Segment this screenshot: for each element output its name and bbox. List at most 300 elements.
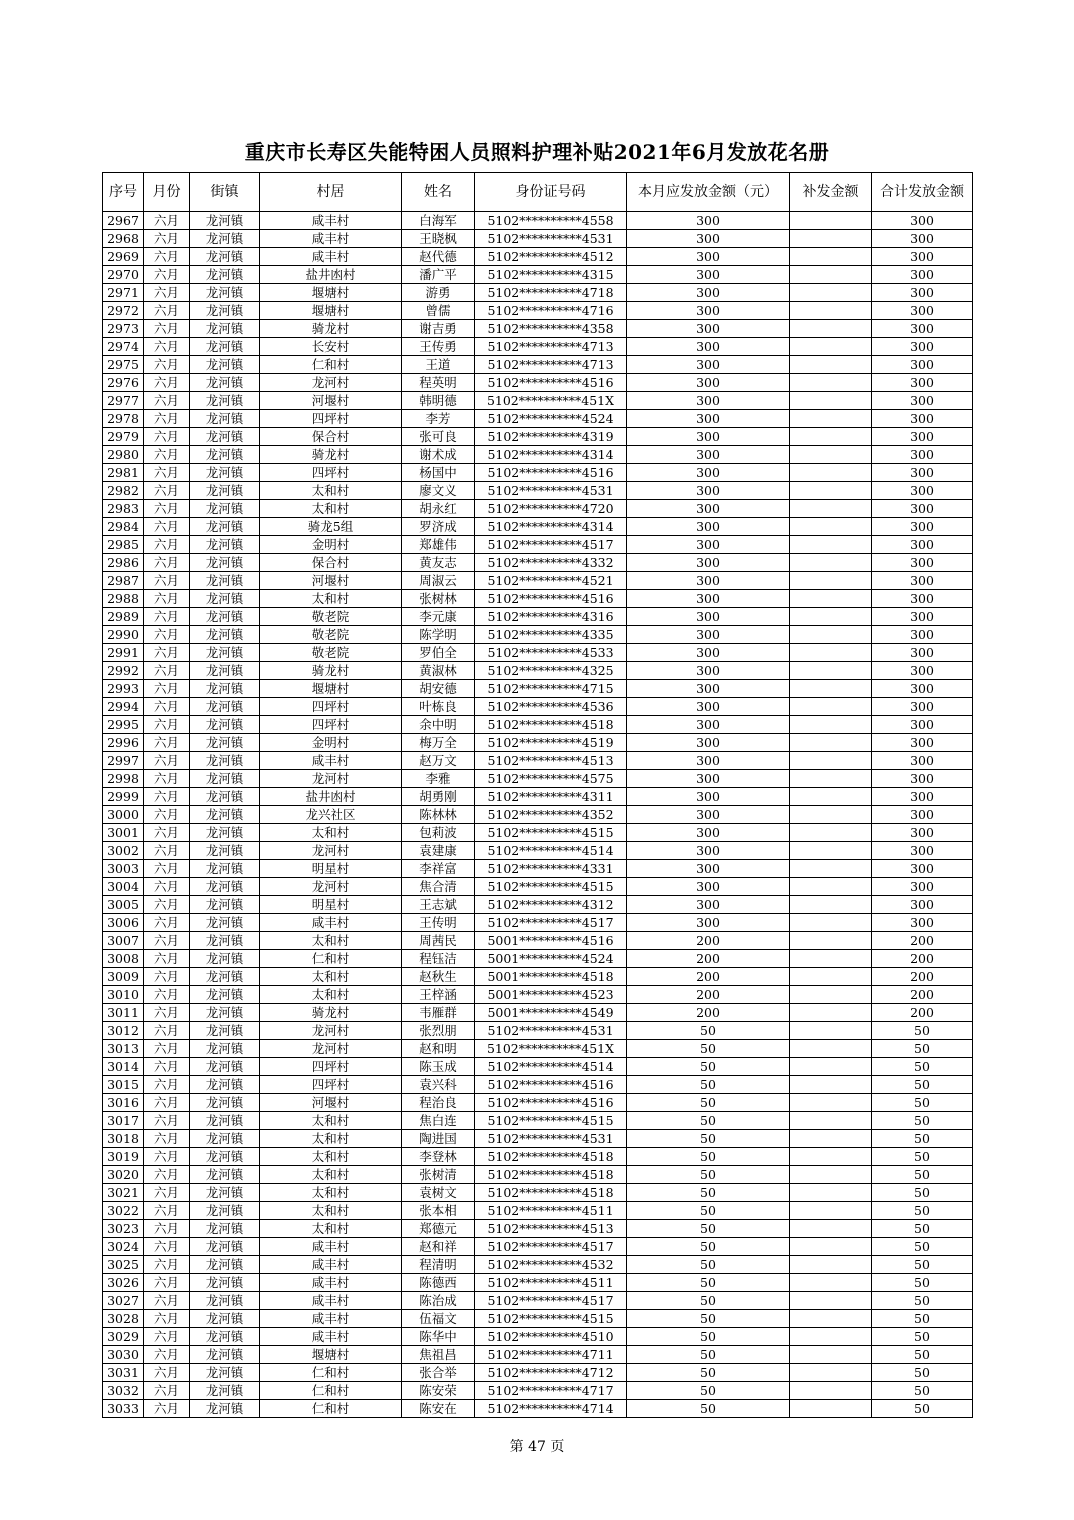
table-row: [103, 734, 973, 752]
cell-month: 六月: [144, 1022, 190, 1040]
cell-id-number: 5102**********4533: [475, 644, 627, 662]
cell-back-pay: [790, 662, 872, 680]
cell-town: 龙河镇: [190, 1364, 260, 1382]
table-row: [103, 230, 973, 248]
cell-seq: 3014: [103, 1058, 144, 1076]
cell-name: 潘广平: [402, 266, 475, 284]
cell-seq: 2984: [103, 518, 144, 536]
cell-amount-due: 300: [627, 302, 790, 320]
cell-back-pay: [790, 1220, 872, 1238]
cell-town: 龙河镇: [190, 1202, 260, 1220]
cell-id-number: 5102**********4516: [475, 374, 627, 392]
cell-town: 龙河镇: [190, 1382, 260, 1400]
cell-month: 六月: [144, 842, 190, 860]
cell-total-amount: 300: [872, 644, 973, 662]
cell-town: 龙河镇: [190, 338, 260, 356]
cell-village: 骑龙村: [260, 1004, 402, 1022]
cell-back-pay: [790, 986, 872, 1004]
cell-name: 赵和明: [402, 1040, 475, 1058]
cell-seq: 2990: [103, 626, 144, 644]
cell-id-number: 5102**********4532: [475, 1256, 627, 1274]
cell-village: 明星村: [260, 896, 402, 914]
cell-village: 龙河村: [260, 1022, 402, 1040]
cell-village: 仁和村: [260, 1382, 402, 1400]
cell-month: 六月: [144, 1040, 190, 1058]
cell-town: 龙河镇: [190, 986, 260, 1004]
cell-name: 袁建康: [402, 842, 475, 860]
cell-back-pay: [790, 1382, 872, 1400]
cell-seq: 2973: [103, 320, 144, 338]
table-row: [103, 896, 973, 914]
cell-id-number: 5102**********4711: [475, 1346, 627, 1364]
cell-month: 六月: [144, 320, 190, 338]
cell-seq: 3019: [103, 1148, 144, 1166]
table-row: [103, 1274, 973, 1292]
table-row: [103, 1256, 973, 1274]
cell-village: 金明村: [260, 536, 402, 554]
cell-seq: 3009: [103, 968, 144, 986]
cell-total-amount: 300: [872, 734, 973, 752]
cell-back-pay: [790, 338, 872, 356]
cell-seq: 2997: [103, 752, 144, 770]
cell-total-amount: 200: [872, 950, 973, 968]
cell-seq: 2989: [103, 608, 144, 626]
cell-village: 仁和村: [260, 950, 402, 968]
cell-total-amount: 300: [872, 590, 973, 608]
cell-town: 龙河镇: [190, 284, 260, 302]
table-header-row: [103, 173, 973, 212]
cell-village: 龙河村: [260, 878, 402, 896]
cell-id-number: 5102**********4517: [475, 536, 627, 554]
cell-seq: 3023: [103, 1220, 144, 1238]
table-row: [103, 1292, 973, 1310]
cell-total-amount: 300: [872, 284, 973, 302]
cell-back-pay: [790, 860, 872, 878]
cell-id-number: 5102**********4718: [475, 284, 627, 302]
cell-name: 程治良: [402, 1094, 475, 1112]
cell-name: 陈安荣: [402, 1382, 475, 1400]
cell-total-amount: 300: [872, 842, 973, 860]
cell-name: 赵和祥: [402, 1238, 475, 1256]
cell-total-amount: 50: [872, 1274, 973, 1292]
cell-amount-due: 300: [627, 536, 790, 554]
cell-month: 六月: [144, 230, 190, 248]
cell-name: 韩明德: [402, 392, 475, 410]
cell-amount-due: 300: [627, 644, 790, 662]
cell-amount-due: 300: [627, 662, 790, 680]
cell-back-pay: [790, 410, 872, 428]
cell-total-amount: 50: [872, 1364, 973, 1382]
cell-amount-due: 50: [627, 1364, 790, 1382]
cell-town: 龙河镇: [190, 392, 260, 410]
cell-town: 龙河镇: [190, 860, 260, 878]
cell-name: 王传明: [402, 914, 475, 932]
cell-id-number: 5102**********4517: [475, 1292, 627, 1310]
cell-town: 龙河镇: [190, 1148, 260, 1166]
table-row: [103, 392, 973, 410]
cell-total-amount: 300: [872, 428, 973, 446]
cell-id-number: 5102**********4713: [475, 338, 627, 356]
cell-seq: 3013: [103, 1040, 144, 1058]
cell-name: 张合举: [402, 1364, 475, 1382]
cell-amount-due: 300: [627, 914, 790, 932]
cell-name: 焦白连: [402, 1112, 475, 1130]
cell-town: 龙河镇: [190, 1346, 260, 1364]
cell-amount-due: 50: [627, 1400, 790, 1418]
cell-village: 太和村: [260, 1202, 402, 1220]
cell-amount-due: 300: [627, 878, 790, 896]
table-row: [103, 968, 973, 986]
cell-id-number: 5102**********4531: [475, 1022, 627, 1040]
cell-total-amount: 50: [872, 1310, 973, 1328]
cell-back-pay: [790, 1364, 872, 1382]
cell-village: 金明村: [260, 734, 402, 752]
header-month: 月份: [144, 173, 190, 212]
cell-total-amount: 50: [872, 1184, 973, 1202]
table-row: [103, 1400, 973, 1418]
cell-id-number: 5001**********4549: [475, 1004, 627, 1022]
cell-seq: 3010: [103, 986, 144, 1004]
cell-id-number: 5102**********451X: [475, 392, 627, 410]
cell-name: 李祥富: [402, 860, 475, 878]
table-row: [103, 1112, 973, 1130]
cell-seq: 2981: [103, 464, 144, 482]
cell-amount-due: 200: [627, 1004, 790, 1022]
cell-id-number: 5102**********4319: [475, 428, 627, 446]
cell-amount-due: 300: [627, 356, 790, 374]
cell-back-pay: [790, 590, 872, 608]
cell-name: 焦合清: [402, 878, 475, 896]
cell-id-number: 5102**********4314: [475, 446, 627, 464]
table-row: [103, 1238, 973, 1256]
cell-village: 盐井凼村: [260, 788, 402, 806]
cell-name: 谢术成: [402, 446, 475, 464]
cell-id-number: 5102**********4352: [475, 806, 627, 824]
cell-village: 仁和村: [260, 356, 402, 374]
cell-amount-due: 300: [627, 248, 790, 266]
cell-amount-due: 300: [627, 212, 790, 230]
cell-name: 郑德元: [402, 1220, 475, 1238]
cell-total-amount: 300: [872, 464, 973, 482]
cell-month: 六月: [144, 536, 190, 554]
cell-month: 六月: [144, 518, 190, 536]
cell-seq: 3015: [103, 1076, 144, 1094]
cell-back-pay: [790, 968, 872, 986]
cell-village: 仁和村: [260, 1364, 402, 1382]
table-row: [103, 698, 973, 716]
cell-id-number: 5102**********4516: [475, 590, 627, 608]
cell-town: 龙河镇: [190, 320, 260, 338]
cell-town: 龙河镇: [190, 1220, 260, 1238]
cell-total-amount: 50: [872, 1220, 973, 1238]
cell-month: 六月: [144, 698, 190, 716]
cell-town: 龙河镇: [190, 1256, 260, 1274]
cell-seq: 2974: [103, 338, 144, 356]
cell-amount-due: 300: [627, 788, 790, 806]
cell-month: 六月: [144, 212, 190, 230]
cell-town: 龙河镇: [190, 212, 260, 230]
cell-month: 六月: [144, 734, 190, 752]
cell-month: 六月: [144, 374, 190, 392]
table-row: [103, 428, 973, 446]
cell-total-amount: 300: [872, 302, 973, 320]
cell-name: 王志斌: [402, 896, 475, 914]
cell-amount-due: 300: [627, 284, 790, 302]
cell-id-number: 5102**********4514: [475, 1058, 627, 1076]
cell-id-number: 5102**********4335: [475, 626, 627, 644]
cell-name: 陈安在: [402, 1400, 475, 1418]
cell-village: 长安村: [260, 338, 402, 356]
cell-month: 六月: [144, 338, 190, 356]
cell-amount-due: 50: [627, 1094, 790, 1112]
cell-month: 六月: [144, 464, 190, 482]
cell-seq: 3029: [103, 1328, 144, 1346]
cell-month: 六月: [144, 770, 190, 788]
cell-seq: 3027: [103, 1292, 144, 1310]
cell-month: 六月: [144, 608, 190, 626]
cell-back-pay: [790, 680, 872, 698]
cell-village: 河堰村: [260, 572, 402, 590]
cell-name: 陶进国: [402, 1130, 475, 1148]
cell-back-pay: [790, 716, 872, 734]
table-row: [103, 338, 973, 356]
cell-month: 六月: [144, 932, 190, 950]
cell-amount-due: 300: [627, 410, 790, 428]
cell-village: 太和村: [260, 1148, 402, 1166]
cell-back-pay: [790, 1022, 872, 1040]
cell-name: 张树林: [402, 590, 475, 608]
cell-seq: 2994: [103, 698, 144, 716]
cell-total-amount: 300: [872, 914, 973, 932]
cell-town: 龙河镇: [190, 410, 260, 428]
cell-village: 太和村: [260, 968, 402, 986]
cell-back-pay: [790, 626, 872, 644]
cell-seq: 3026: [103, 1274, 144, 1292]
cell-seq: 3002: [103, 842, 144, 860]
cell-back-pay: [790, 302, 872, 320]
cell-amount-due: 50: [627, 1202, 790, 1220]
cell-back-pay: [790, 230, 872, 248]
cell-total-amount: 300: [872, 212, 973, 230]
cell-amount-due: 200: [627, 968, 790, 986]
cell-name: 王晓枫: [402, 230, 475, 248]
cell-back-pay: [790, 554, 872, 572]
cell-seq: 2969: [103, 248, 144, 266]
cell-total-amount: 300: [872, 374, 973, 392]
cell-amount-due: 300: [627, 824, 790, 842]
cell-back-pay: [790, 1310, 872, 1328]
cell-back-pay: [790, 644, 872, 662]
cell-town: 龙河镇: [190, 734, 260, 752]
header-seq: 序号: [103, 173, 144, 212]
cell-town: 龙河镇: [190, 950, 260, 968]
cell-village: 咸丰村: [260, 914, 402, 932]
cell-seq: 2977: [103, 392, 144, 410]
table-row: [103, 248, 973, 266]
cell-amount-due: 300: [627, 230, 790, 248]
cell-village: 龙河村: [260, 374, 402, 392]
cell-amount-due: 50: [627, 1058, 790, 1076]
cell-total-amount: 300: [872, 518, 973, 536]
cell-id-number: 5102**********4517: [475, 1238, 627, 1256]
cell-amount-due: 300: [627, 896, 790, 914]
cell-seq: 2975: [103, 356, 144, 374]
header-id-number: 身份证号码: [475, 173, 627, 212]
cell-town: 龙河镇: [190, 824, 260, 842]
cell-name: 陈林林: [402, 806, 475, 824]
cell-town: 龙河镇: [190, 554, 260, 572]
cell-town: 龙河镇: [190, 1400, 260, 1418]
cell-village: 敬老院: [260, 644, 402, 662]
subsidy-roster-table: [102, 172, 973, 1418]
cell-month: 六月: [144, 1364, 190, 1382]
cell-month: 六月: [144, 1112, 190, 1130]
table-row: [103, 302, 973, 320]
cell-town: 龙河镇: [190, 1130, 260, 1148]
cell-back-pay: [790, 482, 872, 500]
cell-name: 赵代德: [402, 248, 475, 266]
cell-month: 六月: [144, 1256, 190, 1274]
cell-village: 太和村: [260, 824, 402, 842]
cell-village: 四坪村: [260, 1058, 402, 1076]
table-body: [103, 212, 973, 1418]
cell-amount-due: 50: [627, 1184, 790, 1202]
cell-amount-due: 300: [627, 860, 790, 878]
cell-town: 龙河镇: [190, 572, 260, 590]
cell-seq: 3033: [103, 1400, 144, 1418]
cell-town: 龙河镇: [190, 1094, 260, 1112]
table-row: [103, 986, 973, 1004]
table-row: [103, 1202, 973, 1220]
cell-town: 龙河镇: [190, 464, 260, 482]
cell-month: 六月: [144, 824, 190, 842]
cell-town: 龙河镇: [190, 482, 260, 500]
cell-amount-due: 300: [627, 680, 790, 698]
cell-id-number: 5102**********4519: [475, 734, 627, 752]
page-title: 重庆市长寿区失能特困人员照料护理补贴2021年6月发放花名册: [244, 140, 830, 164]
cell-back-pay: [790, 446, 872, 464]
cell-id-number: 5102**********4516: [475, 464, 627, 482]
cell-town: 龙河镇: [190, 374, 260, 392]
table-row: [103, 752, 973, 770]
cell-seq: 3024: [103, 1238, 144, 1256]
cell-total-amount: 50: [872, 1058, 973, 1076]
cell-total-amount: 300: [872, 878, 973, 896]
table-row: [103, 1094, 973, 1112]
cell-town: 龙河镇: [190, 230, 260, 248]
cell-village: 咸丰村: [260, 1328, 402, 1346]
cell-amount-due: 300: [627, 734, 790, 752]
cell-total-amount: 300: [872, 626, 973, 644]
cell-back-pay: [790, 1292, 872, 1310]
table-row: [103, 1004, 973, 1022]
cell-id-number: 5102**********4558: [475, 212, 627, 230]
table-row: [103, 356, 973, 374]
cell-total-amount: 300: [872, 230, 973, 248]
table-row: [103, 950, 973, 968]
cell-town: 龙河镇: [190, 752, 260, 770]
cell-month: 六月: [144, 1076, 190, 1094]
cell-town: 龙河镇: [190, 446, 260, 464]
cell-id-number: 5102**********4515: [475, 1310, 627, 1328]
table-row: [103, 1058, 973, 1076]
cell-seq: 2985: [103, 536, 144, 554]
table-row: [103, 1040, 973, 1058]
cell-village: 堰塘村: [260, 284, 402, 302]
cell-month: 六月: [144, 1004, 190, 1022]
cell-town: 龙河镇: [190, 1112, 260, 1130]
cell-back-pay: [790, 1040, 872, 1058]
cell-amount-due: 50: [627, 1310, 790, 1328]
cell-name: 袁兴科: [402, 1076, 475, 1094]
table-row: [103, 212, 973, 230]
cell-town: 龙河镇: [190, 932, 260, 950]
cell-month: 六月: [144, 284, 190, 302]
table-row: [103, 842, 973, 860]
cell-amount-due: 50: [627, 1256, 790, 1274]
cell-id-number: 5102**********4515: [475, 824, 627, 842]
cell-seq: 2978: [103, 410, 144, 428]
cell-id-number: 5102**********4518: [475, 1166, 627, 1184]
cell-town: 龙河镇: [190, 770, 260, 788]
cell-month: 六月: [144, 788, 190, 806]
cell-month: 六月: [144, 914, 190, 932]
cell-town: 龙河镇: [190, 1238, 260, 1256]
cell-month: 六月: [144, 644, 190, 662]
cell-seq: 2967: [103, 212, 144, 230]
cell-name: 谢吉勇: [402, 320, 475, 338]
cell-id-number: 5102**********4714: [475, 1400, 627, 1418]
cell-amount-due: 50: [627, 1148, 790, 1166]
cell-name: 王道: [402, 356, 475, 374]
cell-id-number: 5102**********4717: [475, 1382, 627, 1400]
cell-id-number: 5102**********4536: [475, 698, 627, 716]
cell-amount-due: 50: [627, 1292, 790, 1310]
cell-town: 龙河镇: [190, 878, 260, 896]
cell-seq: 3031: [103, 1364, 144, 1382]
cell-month: 六月: [144, 626, 190, 644]
cell-back-pay: [790, 500, 872, 518]
cell-seq: 3011: [103, 1004, 144, 1022]
table-row: [103, 680, 973, 698]
cell-seq: 2992: [103, 662, 144, 680]
cell-seq: 3007: [103, 932, 144, 950]
cell-id-number: 5102**********4515: [475, 1112, 627, 1130]
table-row: [103, 644, 973, 662]
cell-town: 龙河镇: [190, 806, 260, 824]
cell-seq: 3032: [103, 1382, 144, 1400]
cell-back-pay: [790, 950, 872, 968]
cell-seq: 2982: [103, 482, 144, 500]
cell-village: 太和村: [260, 1184, 402, 1202]
cell-amount-due: 300: [627, 428, 790, 446]
cell-amount-due: 300: [627, 806, 790, 824]
cell-total-amount: 50: [872, 1076, 973, 1094]
cell-seq: 2995: [103, 716, 144, 734]
cell-id-number: 5102**********4510: [475, 1328, 627, 1346]
table-row: [103, 464, 973, 482]
cell-seq: 3000: [103, 806, 144, 824]
cell-back-pay: [790, 842, 872, 860]
cell-total-amount: 50: [872, 1238, 973, 1256]
cell-amount-due: 300: [627, 338, 790, 356]
table-row: [103, 572, 973, 590]
table-row: [103, 860, 973, 878]
cell-id-number: 5102**********4518: [475, 716, 627, 734]
cell-town: 龙河镇: [190, 1274, 260, 1292]
table-row: [103, 410, 973, 428]
cell-total-amount: 200: [872, 1004, 973, 1022]
